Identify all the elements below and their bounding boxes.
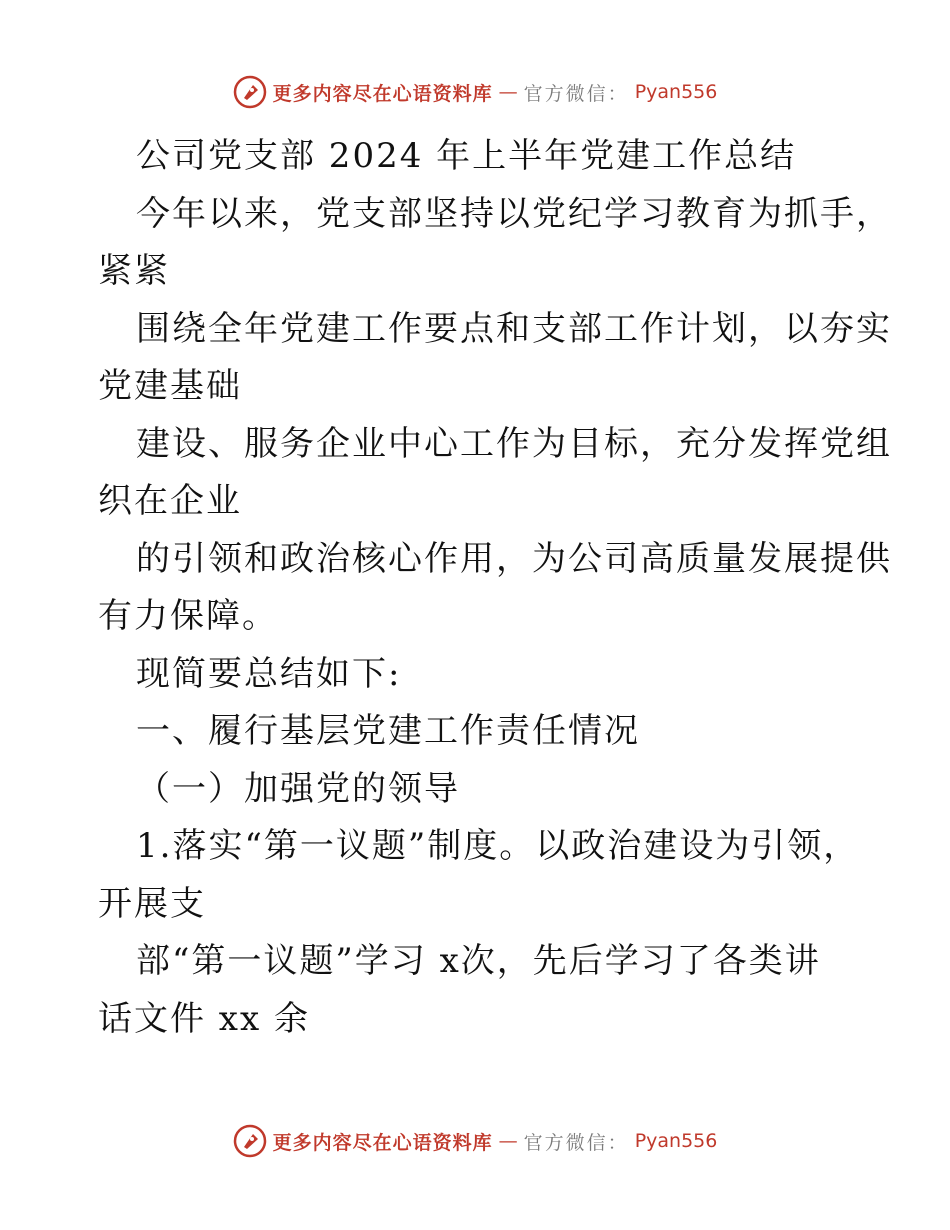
- watermark-banner-top: [0, 75, 950, 109]
- watermark-site-text: 更多内容尽在心语资料库: [272, 82, 493, 105]
- paragraph-line: 今年以来，党支部坚持以党纪学习教育为抓手，: [136, 193, 892, 234]
- paragraph-line: 1.落实“第一议题”制度。以政治建设为引领，: [136, 826, 860, 866]
- paragraph-line: 围绕全年党建工作要点和支部工作计划，以夯实: [136, 308, 892, 349]
- watermark-wechat-label: 官方微信：: [523, 82, 629, 105]
- watermark-separator: —: [498, 81, 518, 103]
- paragraph-line: 有力保障。: [98, 596, 278, 636]
- section-heading: 一、履行基层党建工作责任情况: [136, 711, 640, 751]
- paragraph-line: 建设、服务企业中心工作为目标，充分发挥党组: [136, 423, 892, 464]
- paragraph-line: 话文件 xx 余: [98, 998, 310, 1039]
- subsection-heading: （一）加强党的领导: [136, 768, 460, 809]
- paragraph-line: 现简要总结如下:: [136, 653, 402, 694]
- paragraph-line: 紧紧: [98, 251, 170, 291]
- paragraph-line: 党建基础: [98, 366, 242, 406]
- watermark-separator: —: [498, 1130, 518, 1152]
- paragraph-line: 织在企业: [98, 481, 242, 521]
- paragraph-line: 的引领和政治核心作用，为公司高质量发展提供: [136, 538, 892, 579]
- watermark-site-text: 更多内容尽在心语资料库: [272, 1131, 493, 1154]
- watermark-wechat-label: 官方微信：: [523, 1131, 629, 1154]
- watermark-banner-bottom: [0, 1124, 950, 1158]
- pen-nib-logo-icon: [233, 1124, 267, 1158]
- pen-nib-logo-icon: [233, 75, 267, 109]
- watermark-wechat-id: Pyan556: [634, 1130, 718, 1152]
- paragraph-line: 开展支: [98, 883, 206, 924]
- watermark-wechat-id: Pyan556: [634, 81, 718, 103]
- document-body: [98, 128, 892, 1048]
- document-title: 公司党支部 2024 年上半年党建工作总结: [136, 136, 797, 176]
- paragraph-line: 部“第一议题”学习 x次，先后学习了各类讲: [136, 941, 821, 981]
